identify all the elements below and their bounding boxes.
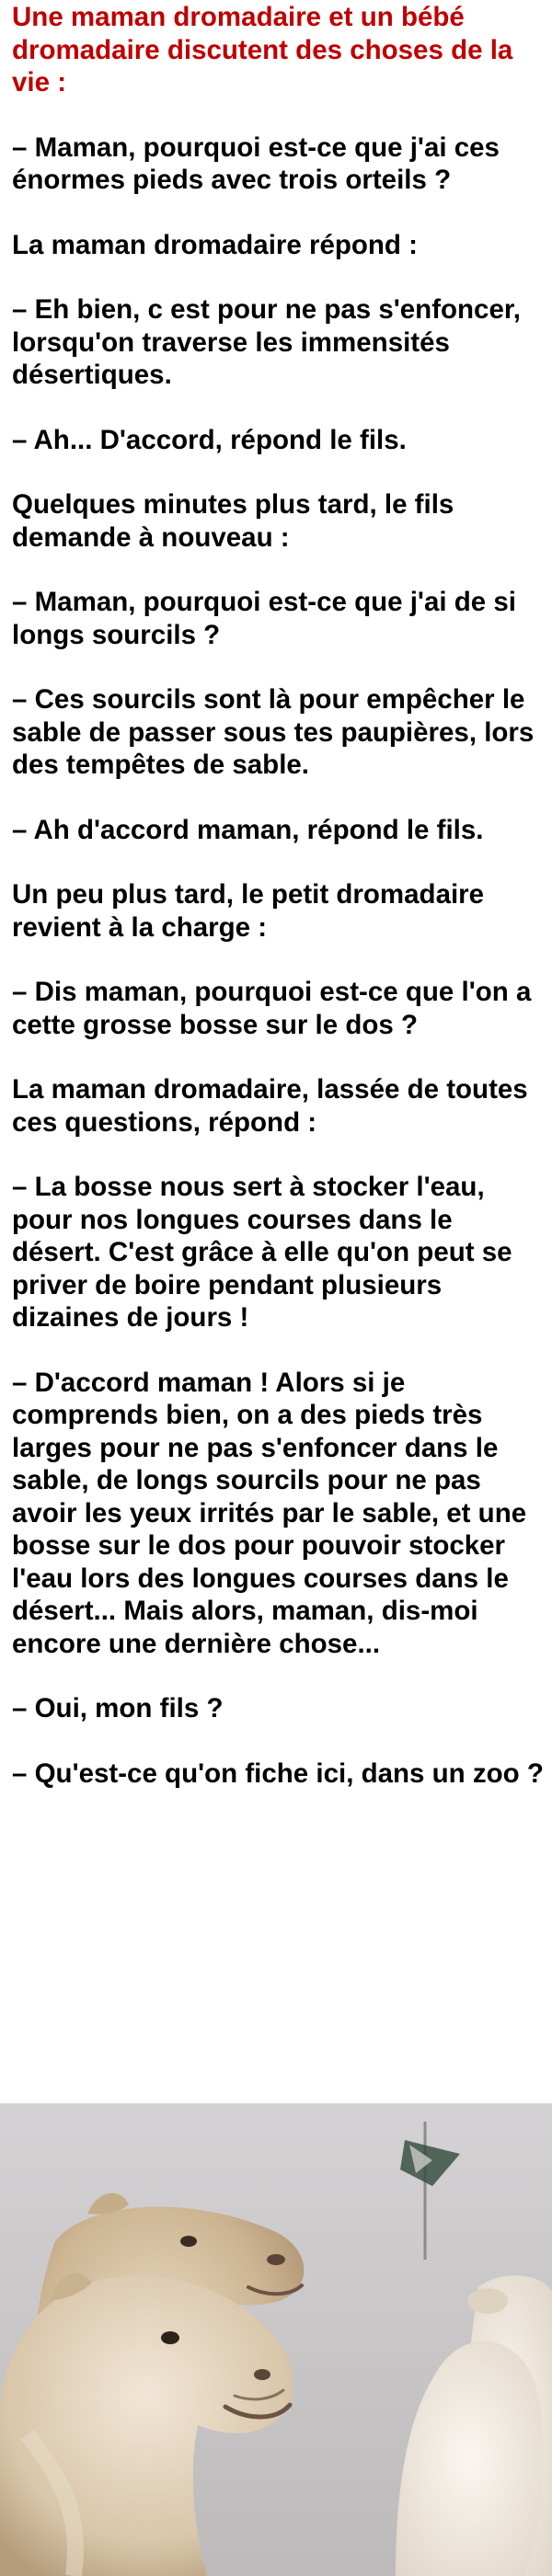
paragraph: – Ah d'accord maman, répond le fils. [12,814,484,845]
camels-photo [0,2103,552,2576]
paragraph: – Qu'est-ce qu'on fiche ici, dans un zoo ? [12,1757,544,1789]
paragraph: La maman dromadaire, lassée de toutes ces questions, répond : [12,1074,528,1138]
article [12,0,546,1790]
paragraph: – Dis maman, pourquoi est-ce que l'on a cette grosse bosse sur le dos ? [12,977,532,1040]
camels-illustration [0,2103,552,2576]
paragraph: La maman dromadaire répond : [12,229,418,260]
paragraph: Un peu plus tard, le petit dromadaire revient à la charge : [12,879,485,943]
paragraph: – D'accord maman ! Alors si je comprends bien, on a des pieds très larges pour ne pas s'enfoncer dans le sable, de longs sourcils pour ne pas avoir les yeux irrités par le sable, et une bosse sur le dos pour pouvoir stocker l'eau lors des longues courses dans le désert... Mais alors, maman, dis-moi encore une dernière chose... [12,1367,527,1659]
paragraph: – Ah... D'accord, répond le fils. [12,424,407,455]
paragraph: Quelques minutes plus tard, le fils demande à nouveau : [12,489,454,553]
article-title: Une maman dromadaire et un bébé dromadaire discutent des choses de la vie : [12,2,513,97]
paragraph: – Oui, mon fils ? [12,1693,224,1723]
paragraph: – La bosse nous sert à stocker l'eau, pour nos longues courses dans le désert. C'est grâce à elle qu'on peut se priver de boire pendant plusieurs dizaines de jours ! [12,1172,512,1333]
paragraph: – Eh bien, c est pour ne pas s'enfoncer, lorsqu'on traverse les immensités désertiques. [12,294,521,390]
paragraph: – Maman, pourquoi est-ce que j'ai ces énormes pieds avec trois orteils ? [12,132,500,195]
paragraph: – Maman, pourquoi est-ce que j'ai de si longs sourcils ? [12,587,516,650]
paragraph: – Ces sourcils sont là pour empêcher le sable de passer sous tes paupières, lors des tempêtes de sable. [12,684,535,780]
